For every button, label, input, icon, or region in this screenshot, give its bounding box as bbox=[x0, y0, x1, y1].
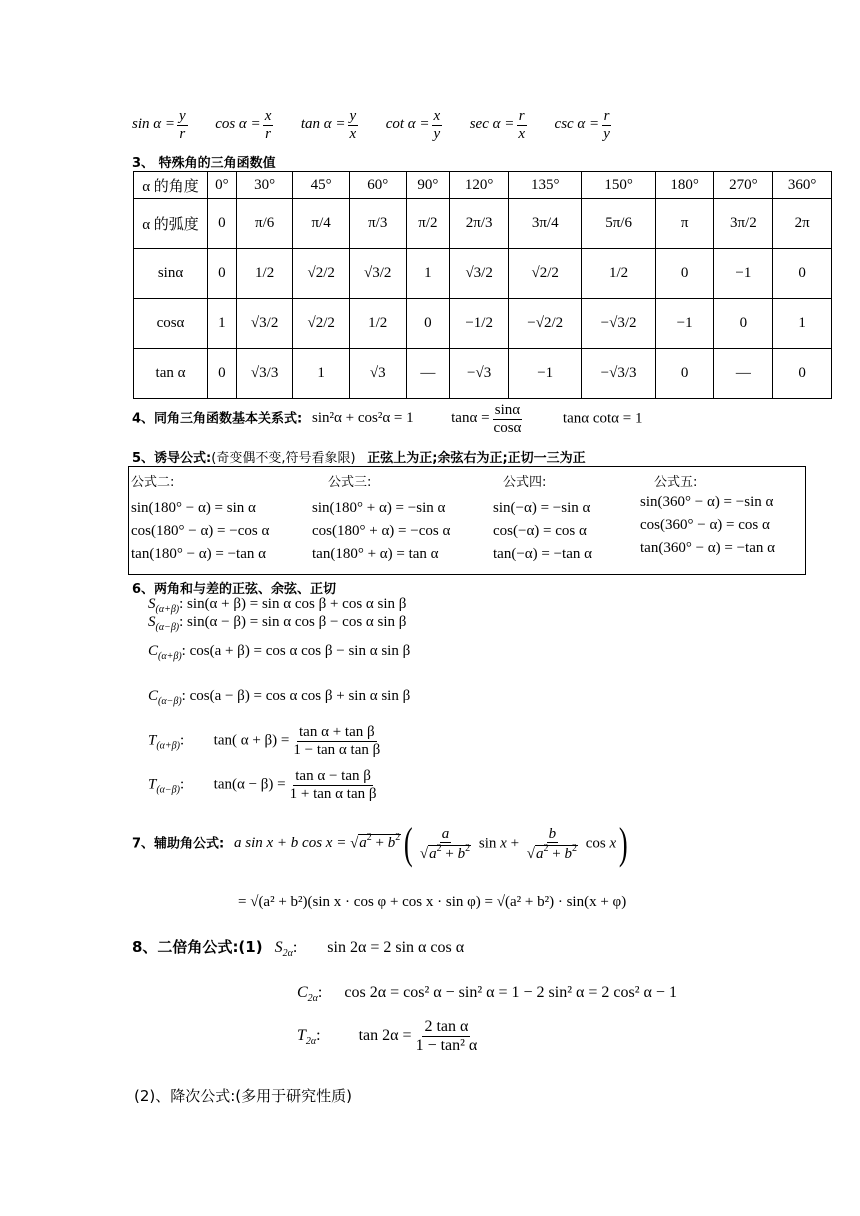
row-label-degree: α 的角度 bbox=[134, 172, 208, 199]
diff-cos-formula: $C_{(\alpha-\beta)}$: cos(a − β) = cos α cos β + sin α sin β bbox=[148, 688, 411, 707]
section4 bbox=[132, 402, 642, 436]
cell: 0 bbox=[208, 199, 237, 249]
cell: √3/2 bbox=[349, 249, 406, 299]
cell: 45° bbox=[293, 172, 350, 199]
cell: 1/2 bbox=[236, 249, 293, 299]
cell: 5π/6 bbox=[582, 199, 655, 249]
cell: 1 bbox=[293, 349, 350, 399]
section8-title: 8、二倍角公式:(1) bbox=[132, 938, 263, 956]
formula3-line: tan(180° + α) = tan α bbox=[312, 546, 439, 562]
cell: −1 bbox=[509, 349, 582, 399]
cell: π/2 bbox=[406, 199, 450, 249]
row-label-sin: sinα bbox=[134, 249, 208, 299]
formula2-line: sin(180° − α) = sin α bbox=[131, 500, 256, 516]
cell: 150° bbox=[582, 172, 655, 199]
cell: 135° bbox=[509, 172, 582, 199]
def-sin: sin α = $\frac{y}{r}$ bbox=[132, 108, 186, 142]
cell: √2/2 bbox=[293, 249, 350, 299]
pythagorean-identity: sin²α + cos²α = 1 bbox=[312, 410, 414, 427]
cell: π/6 bbox=[236, 199, 293, 249]
table-row-degree bbox=[134, 172, 832, 199]
cell: 1/2 bbox=[582, 249, 655, 299]
section7-title: 7、辅助角公式: bbox=[132, 836, 225, 852]
cell: 1/2 bbox=[349, 299, 406, 349]
double-angle-cos: $C_{2\alpha}$: cos 2α = cos² α − sin² α = 1 − 2 sin² α = 2 cos² α − 1 bbox=[297, 984, 677, 1004]
def-sec: sec α = $\frac{r}{x}$ bbox=[469, 108, 526, 142]
cell: −1/2 bbox=[450, 299, 509, 349]
cell: 60° bbox=[349, 172, 406, 199]
cell: 2π/3 bbox=[450, 199, 509, 249]
section5-rule: 正弦上为正;余弦右为正;正切一三为正 bbox=[367, 451, 586, 466]
cell: 270° bbox=[714, 172, 773, 199]
cell: 0 bbox=[773, 349, 832, 399]
cell: 120° bbox=[450, 172, 509, 199]
cell: √3/2 bbox=[236, 299, 293, 349]
formula2-line: tan(180° − α) = −tan α bbox=[131, 546, 266, 562]
cell: 180° bbox=[655, 172, 714, 199]
cell: 1 bbox=[406, 249, 450, 299]
cell: π/3 bbox=[349, 199, 406, 249]
cell: π bbox=[655, 199, 714, 249]
formula3-head: 公式三: bbox=[328, 475, 372, 490]
cell: −1 bbox=[655, 299, 714, 349]
row-label-radian: α 的弧度 bbox=[134, 199, 208, 249]
cell: √3/2 bbox=[450, 249, 509, 299]
section4-title: 4、同角三角函数基本关系式: bbox=[132, 411, 303, 427]
def-csc: csc α = $\frac{r}{y}$ bbox=[554, 108, 610, 142]
def-cot: cot α = $\frac{x}{y}$ bbox=[385, 108, 441, 142]
section5-title: 5、诱导公式: bbox=[132, 451, 212, 466]
cell: −1 bbox=[714, 249, 773, 299]
cell: 1 bbox=[208, 299, 237, 349]
cell: √2/2 bbox=[509, 249, 582, 299]
double-angle-tan: $T_{2\alpha}$: tan 2α = $\frac{\text{2 tan α}}{\text{1 − tan² α}}$ bbox=[297, 1018, 478, 1054]
row-label-tan: tan α bbox=[134, 349, 208, 399]
tan-identity: tanα = $\frac{\sin\alpha}{\cos\alpha}$ bbox=[451, 402, 522, 436]
reduction-formula-box bbox=[128, 466, 806, 575]
cell: 90° bbox=[406, 172, 450, 199]
cell: — bbox=[714, 349, 773, 399]
cell: 0° bbox=[208, 172, 237, 199]
cell: −√2/2 bbox=[509, 299, 582, 349]
cell: −√3/3 bbox=[582, 349, 655, 399]
cell: 1 bbox=[773, 299, 832, 349]
cell: π/4 bbox=[293, 199, 350, 249]
table-row-tan bbox=[134, 349, 832, 399]
definition-row bbox=[132, 108, 614, 142]
cell: 30° bbox=[236, 172, 293, 199]
formula4-col bbox=[493, 471, 592, 563]
section6-title: 6、两角和与差的正弦、余弦、正切 bbox=[132, 582, 337, 597]
formula2-head: 公式二: bbox=[131, 475, 175, 490]
sum-sin-formula: $S_{(\alpha+\beta)}$: sin(α + β) = sin α cos β + cos α sin β bbox=[148, 596, 407, 615]
reduction-power-title: (2)、降次公式:(多用于研究性质) bbox=[134, 1087, 353, 1105]
cell: 0 bbox=[406, 299, 450, 349]
cell: −√3 bbox=[450, 349, 509, 399]
section7-line2: = √(a² + b²)(sin x · cos φ + cos x · sin φ) = √(a² + b²) · sin(x + φ) bbox=[238, 894, 627, 910]
section7-line1: 7、辅助角公式: a sin x + b $\cos x = √a^2 + b^2$( $\frac{a}{√a^2 + b^2}$ sin x + $\frac{b}{√a^2 + b^2}$ cos x) bbox=[132, 819, 628, 868]
def-cos: cos α = $\frac{x}{r}$ bbox=[215, 108, 272, 142]
cell: 0 bbox=[208, 249, 237, 299]
formula4-line: sin(−α) = −sin α bbox=[493, 500, 591, 516]
def-tan: tan α = $\frac{y}{x}$ bbox=[300, 108, 357, 142]
row-label-cos: cosα bbox=[134, 299, 208, 349]
formula4-line: cos(−α) = cos α bbox=[493, 523, 587, 539]
cell: 0 bbox=[655, 349, 714, 399]
cell: — bbox=[406, 349, 450, 399]
section5-heading bbox=[132, 447, 586, 467]
table-row-sin bbox=[134, 249, 832, 299]
cell: 0 bbox=[655, 249, 714, 299]
cell: 2π bbox=[773, 199, 832, 249]
formula5-col bbox=[640, 471, 775, 557]
diff-sin-formula: $S_{(\alpha-\beta)}$: sin(α − β) = sin α cos β − cos α sin β bbox=[148, 614, 407, 633]
formula5-line: sin(360° − α) = −sin α bbox=[640, 494, 774, 510]
cell: 3π/4 bbox=[509, 199, 582, 249]
cell: 3π/2 bbox=[714, 199, 773, 249]
cell: √3 bbox=[349, 349, 406, 399]
cell: 0 bbox=[773, 249, 832, 299]
formula3-line: sin(180° + α) = −sin α bbox=[312, 500, 446, 516]
formula3-col bbox=[312, 471, 450, 563]
formula5-line: cos(360° − α) = cos α bbox=[640, 517, 770, 533]
diff-tan-formula: $T_{(\alpha-\beta)}$: tan(α − β) = $\frac{\text{tan α − tan β}}{\text{1 + tan α tan β}}$ bbox=[148, 768, 377, 802]
formula2-col bbox=[131, 471, 269, 563]
tan-cot-identity: tanα cotα = 1 bbox=[562, 410, 643, 427]
special-angle-table bbox=[133, 171, 832, 399]
double-angle-sin: 8、二倍角公式:(1) $S_{2\alpha}$: sin 2α = 2 sin α cos α bbox=[132, 938, 465, 959]
formula5-line: tan(360° − α) = −tan α bbox=[640, 540, 775, 556]
cell: √2/2 bbox=[293, 299, 350, 349]
cell: 360° bbox=[773, 172, 832, 199]
cell: √3/3 bbox=[236, 349, 293, 399]
cell: 0 bbox=[714, 299, 773, 349]
table-row-radian bbox=[134, 199, 832, 249]
cell: 0 bbox=[208, 349, 237, 399]
sum-cos-formula: $C_{(\alpha+\beta)}$: cos(a + β) = cos α cos β − sin α sin β bbox=[148, 643, 411, 662]
formula2-line: cos(180° − α) = −cos α bbox=[131, 523, 270, 539]
section3-title: 3、 特殊角的三角函数值 bbox=[132, 156, 276, 171]
formula3-line: cos(180° + α) = −cos α bbox=[312, 523, 451, 539]
table-row-cos bbox=[134, 299, 832, 349]
formula4-line: tan(−α) = −tan α bbox=[493, 546, 592, 562]
formula4-head: 公式四: bbox=[503, 475, 547, 490]
sum-tan-formula: $T_{(\alpha+\beta)}$: tan( α + β) = $\frac{\text{tan α + tan β}}{\text{1 − tan α tan β}}$ bbox=[148, 724, 381, 758]
cell: −√3/2 bbox=[582, 299, 655, 349]
formula5-head: 公式五: bbox=[654, 475, 698, 490]
section5-hint: (奇变偶不变,符号看象限) bbox=[211, 451, 356, 466]
